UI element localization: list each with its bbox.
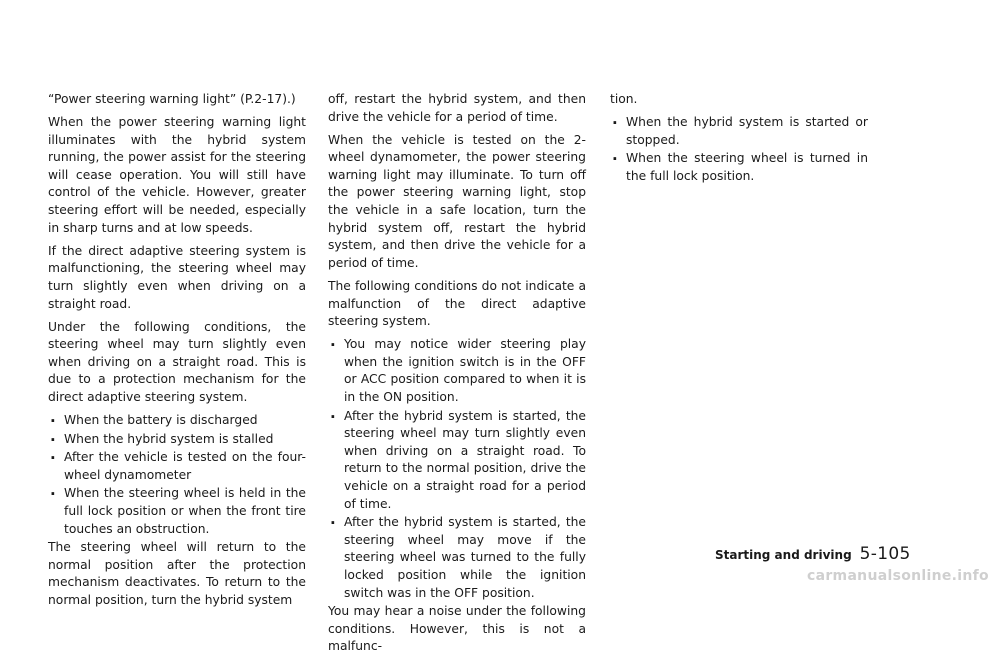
list-item: . After the hybrid system is started, the steering wheel may turn slightly even when driving on a straight road. To return to the normal position, drive the vehicle on a straight road for a period of time. bbox=[330, 403, 586, 511]
page-footer bbox=[715, 544, 911, 564]
list-item: . When the steering wheel is turned in the full lock position. bbox=[612, 146, 868, 183]
paragraph: You may hear a noise under the following conditions. However, this is not a malfunc- bbox=[328, 604, 586, 654]
section-title: Starting and driving bbox=[715, 548, 852, 562]
list-item: . When the hybrid system is stalled bbox=[50, 426, 274, 446]
page-number: 5-105 bbox=[859, 544, 911, 564]
list-item: . You may notice wider steering play when the ignition switch is in the OFF or ACC position compared to when it is in the ON position. bbox=[330, 332, 586, 404]
bullet-icon: . bbox=[50, 481, 56, 500]
bullet-icon: . bbox=[330, 510, 336, 529]
bullet-icon: . bbox=[50, 445, 56, 464]
bullet-icon: . bbox=[330, 403, 336, 422]
paragraph: off, restart the hybrid system, and then drive the vehicle for a period of time. bbox=[328, 92, 586, 124]
bullet-icon: . bbox=[612, 110, 618, 129]
bullet-icon: . bbox=[612, 146, 618, 165]
list-item: . When the battery is discharged bbox=[50, 408, 258, 428]
bullet-icon: . bbox=[50, 408, 56, 427]
paragraph: “Power steering warning light” (P.2-17).) bbox=[48, 92, 296, 106]
bullet-icon: . bbox=[50, 426, 56, 445]
column-3 bbox=[610, 91, 868, 186]
list-item: . When the steering wheel is held in the full lock position or when the front tire touches an obstruction. bbox=[50, 481, 306, 536]
paragraph: When the power steering warning light illuminates with the hybrid system running, the power assist for the steering will cease operation. You will still have control of the vehicle. However, greater steering effort will be needed, especially in sharp turns and at low speeds. bbox=[48, 115, 306, 235]
paragraph: tion. bbox=[610, 92, 638, 106]
list-item: . When the hybrid system is started or stopped. bbox=[612, 110, 868, 147]
watermark-text: carmanualsonline.info bbox=[807, 568, 989, 584]
column-2 bbox=[328, 91, 586, 656]
paragraph: The steering wheel will return to the normal position after the protection mechanism deactivates. To return to the normal position, turn the hybrid system bbox=[48, 540, 306, 608]
bullet-icon: . bbox=[330, 332, 336, 351]
paragraph: Under the following conditions, the steering wheel may turn slightly even when driving on a straight road. This is due to a protection mechanism for the direct adaptive steering system. bbox=[48, 319, 306, 404]
list-item: . After the vehicle is tested on the four-wheel dynamometer bbox=[50, 445, 306, 482]
paragraph: If the direct adaptive steering system is malfunctioning, the steering wheel may turn slightly even when driving on a straight road. bbox=[48, 243, 306, 311]
paragraph: The following conditions do not indicate a malfunction of the direct adaptive steering system. bbox=[328, 278, 586, 329]
list-item: . After the hybrid system is started, the steering wheel may move if the steering wheel was turned to the fully locked position while the ignition switch was in the OFF position. bbox=[330, 510, 586, 600]
paragraph: When the vehicle is tested on the 2-wheel dynamometer, the power steering warning light may illuminate. To turn off the power steering warning light, stop the vehicle in a safe location, turn the hybrid system off, restart the hybrid system, and then drive the vehicle for a period of time. bbox=[328, 132, 586, 270]
column-1 bbox=[48, 91, 306, 610]
